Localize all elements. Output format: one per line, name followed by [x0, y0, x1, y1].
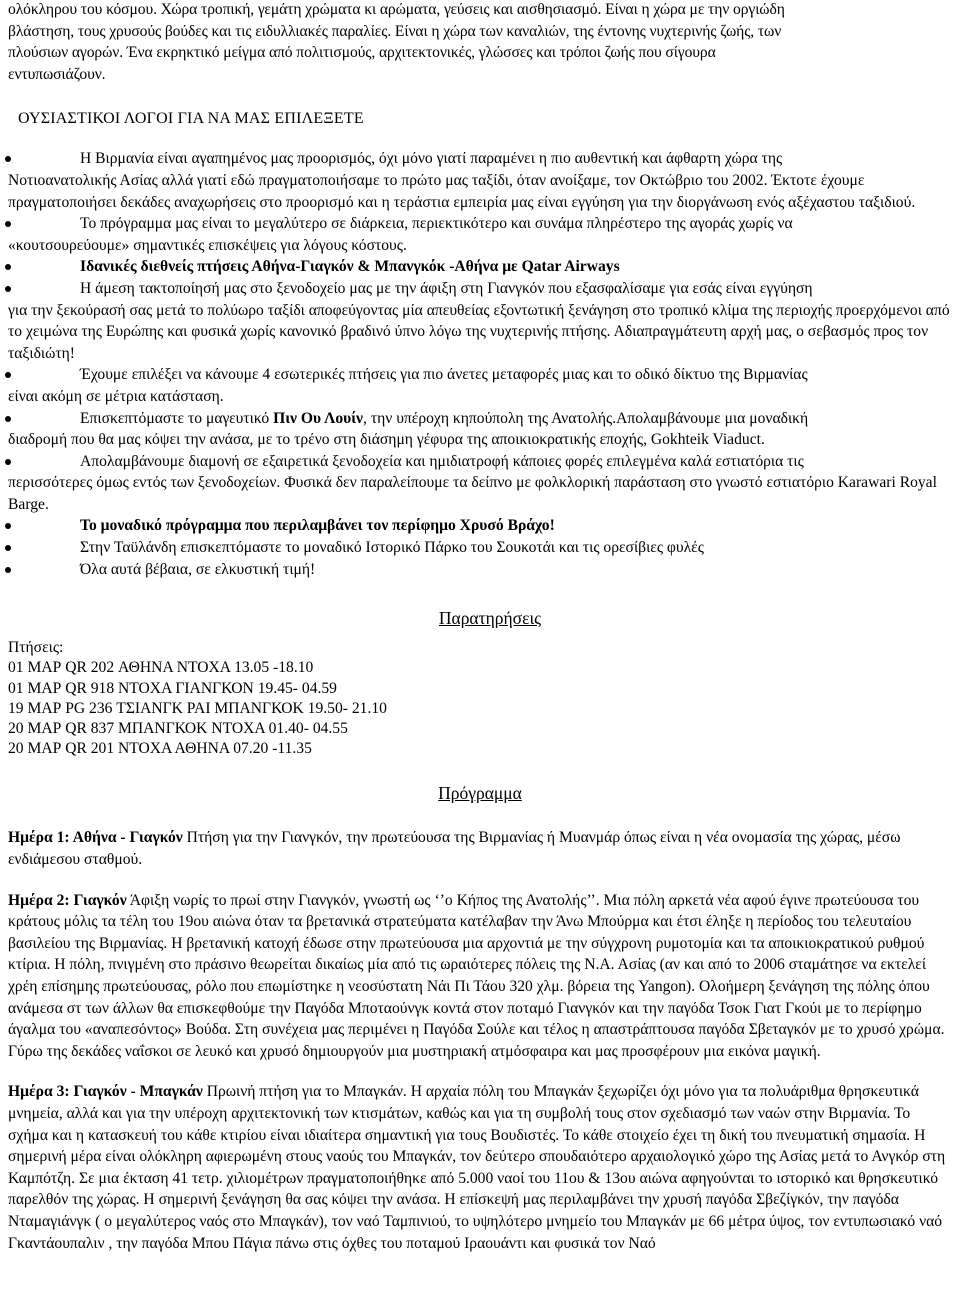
intro-paragraph — [8, 0, 952, 85]
list-item-text: Απολαμβάνουμε διαμονή σε εξαιρετικά ξενοδοχεία και ημιδιατροφή κάποιες φορές επιλεγμένα καλά εστιατόρια τις — [80, 452, 804, 470]
list-item — [8, 451, 952, 516]
reasons-heading: ΟΥΣΙΑΣΤΙΚΟΙ ΛΟΓΟΙ ΓΙΑ ΝΑ ΜΑΣ ΕΠΙΛΕΞΕΤΕ — [18, 110, 364, 128]
list-item-text-pre: Επισκεπτόμαστε το μαγευτικό — [80, 409, 274, 427]
list-item-text: Όλα αυτά βέβαια, σε ελκυστική τιμή! — [80, 560, 316, 578]
day-entry — [8, 1081, 952, 1254]
list-item-text: Το πρόγραμμα μας είναι το μεγαλύτερο σε διάρκεια, περιεκτικότερο και συνάμα πληρέστερο της αγοράς χωρίς να — [80, 215, 793, 233]
bullet-icon — [5, 567, 11, 573]
list-item-continuation: για την ξεκούρασή σας μετά το πολύωρο ταξίδι αποφεύγοντας μία απευθείας εξοντωτική ξενάγηση στο τροπικό κλίμα της περιοχής προερχόμενοι από το χειμώνα της Ευρώπης και φυσικά χωρίς κανονικό βραδινό ύπνο λόγω της νυχτερινής πτήσης. Αδιαπραγμάτευτη αρχή μας, ο σεβασμός προς τον ταξιδιώτη! — [8, 301, 950, 362]
list-item — [8, 148, 952, 213]
flights-block — [8, 638, 952, 759]
intro-line: βλάστηση, τους χρυσούς βούδες και τις ειδυλλιακές παραλίες. Είναι η χώρα των καναλιών, της έντονης νυχτερινής ζωής, των — [8, 22, 782, 40]
list-item-text: Στην Ταϋλάνδη επισκεπτόμαστε το μοναδικό Ιστορικό Πάρκο του Σουκοτάι και τις ορεσίβιες φυλές — [80, 539, 704, 557]
list-item-text: Η άμεση τακτοποίησή μας στο ξενοδοχείο μας με την άφιξη στη Γιανγκόν που εξασφαλίσαμε για εσάς είναι εγγύηση — [80, 279, 813, 297]
day-label: Ημέρα 2: Γιαγκόν — [8, 891, 127, 909]
flight-row: 01 ΜΑΡ QR 202 ΑΘΗΝΑ ΝΤΟΧΑ 13.05 -18.10 — [8, 659, 314, 677]
intro-line: πλούσιων αγορών. Ένα εκρηκτικό μείγμα από πολιτισμούς, αρχιτεκτονικές, γλώσσες και τρόποι ζωής που σίγουρα — [8, 44, 716, 62]
bullet-icon — [5, 416, 11, 422]
list-item-text: Ιδανικές διεθνείς πτήσεις Αθήνα-Γιαγκόν & Μπανγκόκ -Αθήνα με Qatar Airways — [80, 258, 620, 276]
list-item — [8, 364, 952, 407]
intro-line: εντυπωσιάζουν. — [8, 65, 106, 83]
day-text: Άφιξη νωρίς το πρωί στην Γιανγκόν, γνωστή ως ‘’ο Κήπος της Ανατολής’’. Μια πόλη αρκετά νέα αφού έγινε πρωτεύουσα του κράτους μόλις τα τέλη του 19ου αιώνα όταν τα βρετανικά στρατεύματα κατέλαβαν την Άνω Μπούρμα και έτσι έληξε η περίοδος του τελευταίου βασιλείου της Βιρμανίας. Η βρετανική κατοχή έδωσε στην πρωτεύουσα μια αρχοντιά με την σύγχρονη ρυμοτομία και τα αποικιοκρατικού ρυθμού κτίρια. Η πόλη, πνιγμένη στο πράσινο θεωρείται δικαίως μία από τις ωραιότερες πόλεις της Ν.Α. Ασίας (αν και από το 2006 σταμάτησε να εκτελεί χρέη επίσημης πρωτεύουσας, ρόλο που επωμίστηκε η νεοσύστατη Νάι Πι Τάου 320 χλμ. βόρεια της Yangon). Ολοήμερη ξενάγηση της πόλης όπου ανάμεσα στ των άλλων θα επισκεφθούμε την Παγόδα Μποταούνγκ κοντά στον ποταμό Γιανγκόν και την παγόδα Τσοκ Γιατ Γκούι με το περίφημο άγαλμα του «αναπεσόντος» Βούδα. Στη συνέχεια μας περιμένει η Παγόδα Σούλε και τέλος η απαστράπτουσα παγόδα Σβεταγκόν με το χρυσό χρώμα. Γύρω της δεκάδες ναΐσκοι σε λευκό και χρυσό δημιουργούν μια μυστηριακή ατμόσφαιρα και μας προσφέρουν μια εικόνα μαγική. — [8, 891, 945, 1060]
flights-label: Πτήσεις: — [8, 639, 64, 657]
intro-line: ολόκληρου του κόσμου. Χώρα τροπική, γεμάτη χρώματα κι αρώματα, γεύσεις και αισθησιασμό. Είναι η χώρα με την οργιώδη — [8, 1, 785, 18]
list-item-continuation: Νοτιοανατολικής Ασίας αλλά γιατί εδώ πραγματοποιήσαμε το πρώτο μας ταξίδι, όταν ανοίξαμε, τον Οκτώβριο του 2002. Έκτοτε έχουμε πραγματοποιήσει δεκάδες αναχωρήσεις στο προορισμό και η τεράστια εμπειρία μας είναι εγγύηση για την διοργάνωση ενός αξέχαστου ταξιδιού. — [8, 171, 916, 211]
day-label: Ημέρα 1: Αθήνα - Γιαγκόν — [8, 829, 183, 847]
list-item-continuation: «κουτσουρεύουμε» σημαντικές επισκέψεις για λόγους κόστους. — [8, 236, 407, 254]
list-item — [8, 559, 952, 581]
list-item-text: , την υπέροχη κηπούπολη της Ανατολής.Απολαμβάνουμε μια μοναδική — [363, 409, 809, 427]
list-item-continuation: διαδρομή που θα μας κόψει την ανάσα, με το τρένο στη διάσημη γέφυρα της αποικιοκρατικής εποχής, Gokhteik Viaduct. — [8, 431, 765, 449]
list-item-text: Η Βιρμανία είναι αγαπημένος μας προορισμός, όχι μόνο γιατί παραμένει η πιο αυθεντική και άφθαρτη χώρα της — [80, 150, 783, 168]
notes-heading: Παρατηρήσεις — [438, 608, 542, 629]
day-text: Πρωινή πτήση για το Μπαγκάν. Η αρχαία πόλη του Μπαγκάν ξεχωρίζει όχι μόνο για τα πολυάριθμα θρησκευτικά μνημεία, αλλά και για την υπέροχη αρχιτεκτονική των κτισμάτων, καθώς και για τη συμβολή τους στον σχεδιασμό των ναών στην Βιρμανία. Το σχήμα και η κατασκευή του κάθε κτιρίου είναι ιδιαίτερα σημαντική για τους Βουδιστές. Το κάθε στοιχείο έχει τη δική του πνευματική σημασία. Η σημερινή μέρα είναι ολόκληρη αφιερωμένη στους ναούς του Μπαγκάν, τον δεύτερο σπουδαιότερο αρχαιολογικό χώρο της Ασίας μετά το Ανγκόρ στη Καμπότζη. Σε μια έκταση 41 τετρ. χιλιομέτρων πραγματοποιήθηκε από 5.000 ναοί του 11ου & 13ου αιώνα αφηγούνται το ιστορικό και θρησκευτικό παρελθόν της χώρας. Η σημερινή ξενάγηση θα σας κόψει την ανάσα. Η επίσκεψή μας περιλαμβάνει την χρυσή παγόδα Σβεζίγκόν, την παγόδα Νταμαγιάνγκ ( ο μεγαλύτερος ναός στο Μπαγκάν), τον ναό Ταμπινιού, το υψηλότερο μνημείο του Μπαγκάν με 66 μέτρα ύψος, τον εντυπωσιακό ναό Γκαντάουπαλιν , την παγόδα Μπου Πάγια πάνω στις όχθες του ποταμού Ιραουάντι και φυσικά τον Ναό — [8, 1083, 946, 1252]
list-item — [8, 278, 952, 364]
reasons-list — [8, 148, 952, 580]
program-heading: Πρόγραμμα — [438, 783, 522, 804]
list-item — [8, 256, 952, 278]
flight-row: 01 ΜΑΡ QR 918 ΝΤΟΧΑ ΓΙΑΝΓΚΟΝ 19.45- 04.59 — [8, 679, 337, 697]
flight-row: 20 ΜΑΡ QR 837 ΜΠΑΝΓΚΟΚ ΝΤΟΧΑ 01.40- 04.55 — [8, 720, 348, 738]
bullet-icon — [5, 286, 11, 292]
list-item — [8, 515, 952, 537]
place-name: Πιν Ου Λουίν — [273, 409, 364, 427]
list-item — [8, 408, 952, 451]
flight-row: 20 ΜΑΡ QR 201 ΝΤΟΧΑ ΑΘΗΝΑ 07.20 -11.35 — [8, 740, 312, 758]
list-item — [8, 213, 952, 256]
list-item-text: Έχουμε επιλέξει να κάνουμε 4 εσωτερικές πτήσεις για πιο άνετες μεταφορές μιας και το οδικό δίκτυο της Βιρμανίας — [80, 366, 808, 384]
day-entry — [8, 890, 952, 1063]
list-item-text: Το μοναδικό πρόγραμμα που περιλαμβάνει τον περίφημο Χρυσό Βράχο! — [80, 517, 555, 535]
bullet-icon — [5, 459, 11, 465]
day-label: Ημέρα 3: Γιαγκόν - Μπαγκάν — [8, 1083, 203, 1101]
day-text: Πτήση για την Γιανγκόν, την πρωτεύουσα της Βιρμανίας ή Μυανμάρ όπως είναι η νέα ονομασία της χώρας, μέσω ενδιάμεσου σταθμού. — [8, 829, 901, 869]
flight-row: 19 ΜΑΡ PG 236 ΤΣΙΑΝΓΚ ΡΑΙ ΜΠΑΝΓΚΟΚ 19.50- 21.10 — [8, 699, 387, 717]
list-item-continuation: είναι ακόμη σε μέτρια κατάσταση. — [8, 387, 224, 405]
day-entry — [8, 827, 952, 870]
list-item-continuation: περισσότερες όμως εντός των ξενοδοχείων. Φυσικά δεν παραλείπουμε τα δείπνο με φολκλορική παράσταση στο γνωστό εστιατόριο Karawari Royal Barge. — [8, 474, 937, 513]
list-item — [8, 537, 952, 559]
